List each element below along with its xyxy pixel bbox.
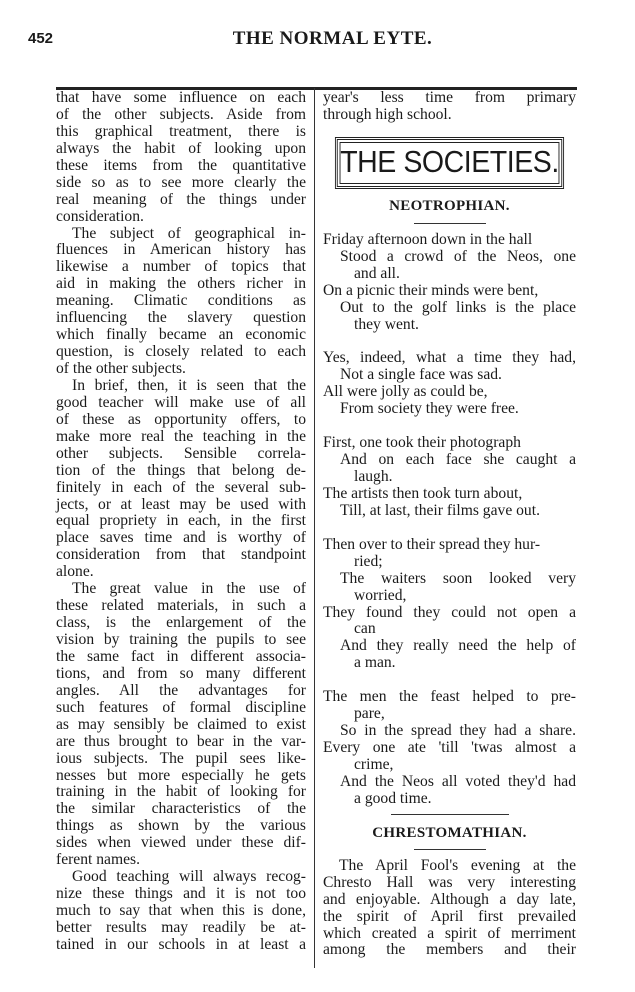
poem-line: The artists then took turn about,: [323, 484, 523, 502]
heading-rule: [414, 223, 486, 224]
poem-line: And they really need the help of: [340, 637, 576, 655]
paragraph: [56, 869, 306, 954]
text-line: the similar characteristics of the: [56, 800, 306, 818]
text-line: this graphical treatment, there is: [56, 122, 306, 140]
poem-line: Friday afternoon down in the hall: [323, 230, 533, 248]
poem-line: a good time.: [354, 789, 432, 807]
text-line: tions, and from so many different: [56, 664, 306, 682]
text-line: nize these things and it is not too: [56, 885, 306, 903]
text-line: real meaning of the things under: [56, 190, 306, 208]
poem-line: crime,: [354, 755, 394, 773]
text-line: much to say that when this is done,: [56, 902, 306, 919]
text-line: better results may readily be at-: [56, 918, 306, 936]
section-title: THE SOCIETIES.: [340, 144, 559, 180]
text-line: nesses but more especially he gets: [56, 766, 306, 784]
text-line: angles. All the advantages for: [56, 681, 306, 699]
poem-line: So in the spread they had a share.: [340, 722, 576, 740]
text-line: sides when viewed under these dif-: [56, 834, 306, 852]
paragraph: [56, 581, 306, 869]
text-line: of these as opportunity offers, to: [56, 410, 306, 428]
stanza: [323, 350, 576, 418]
text-line: are thus brought to bear in the var-: [56, 732, 306, 750]
text-line: Good teaching will always recog-: [72, 868, 306, 886]
text-line: influencing the slavery question: [56, 309, 306, 327]
text-line: tion of the things that belong de-: [56, 461, 306, 479]
text-line: always the habit of looking upon: [56, 139, 306, 157]
text-line: side so as to see more clearly the: [56, 173, 306, 191]
text-line: other subjects. Sensible correla-: [56, 444, 306, 462]
text-line: jects, or at least may be used with: [56, 495, 306, 513]
stanza-gap: [323, 334, 576, 351]
text-line: as may sensibly be claimed to exist: [56, 715, 306, 733]
page-number: 452: [28, 30, 54, 47]
poem-line: Then over to their spread they hur-: [323, 535, 541, 553]
section-title-box: [335, 137, 564, 189]
paragraph: [56, 378, 306, 581]
text-line: through high school.: [323, 105, 452, 123]
text-line: The subject of geographical in-: [72, 224, 306, 242]
poem-line: Every one ate 'till 'twas almost a: [323, 739, 576, 756]
running-title: THE NORMAL EYTE.: [232, 28, 433, 49]
text-line: that have some influence on each: [56, 89, 306, 106]
text-line: these items from the quantitative: [56, 156, 306, 174]
poem-line: On a picnic their minds were bent,: [323, 281, 539, 299]
paragraph: [323, 858, 576, 960]
poem-line: All were jolly as could be,: [323, 383, 488, 401]
text-line: vision by training the pupils to see: [56, 631, 306, 648]
text-line: consideration.: [56, 207, 144, 225]
text-line: ferent names.: [56, 851, 140, 869]
poem-line: and all.: [354, 264, 400, 282]
text-line: and enjoyable. Although a day late,: [323, 890, 576, 908]
poem-line: laugh.: [354, 468, 393, 485]
poem-line: And the Neos all voted they'd had: [340, 772, 576, 790]
text-line: The great value in the use of: [72, 580, 306, 598]
text-line: likewise a number of topics that: [56, 258, 306, 276]
text-line: place saves time and is worthy of: [56, 529, 306, 547]
poem-line: pare,: [354, 705, 385, 723]
stanza: [323, 435, 576, 520]
poem-line: From society they were free.: [340, 400, 519, 418]
text-line: the spirit of April first prevailed: [323, 907, 576, 925]
text-line: aid in making the others richer in: [56, 275, 306, 293]
poem-line: worried,: [354, 586, 407, 604]
text-line: among the members and their: [323, 941, 576, 959]
text-line: question, is closely related to each: [56, 343, 306, 361]
text-line: of the other subjects.: [56, 360, 186, 377]
text-line: of the other subjects. Aside from: [56, 105, 306, 123]
text-line: alone.: [56, 563, 94, 581]
paragraph: [323, 90, 576, 124]
left-column: [56, 90, 306, 954]
text-line: Chresto Hall was very interesting: [323, 873, 576, 891]
stanza: [323, 537, 576, 673]
paragraph: [56, 90, 306, 226]
text-line: tained in our schools in at least a: [56, 935, 306, 953]
poem-line: Not a single face was sad.: [340, 366, 502, 384]
poem-line: a man.: [354, 654, 396, 672]
poem-line: Yes, indeed, what a time they had,: [323, 349, 576, 367]
stanza-gap: [323, 672, 576, 689]
text-line: make more real the teaching in the: [56, 427, 306, 445]
text-line: which finally became an economic: [56, 326, 306, 344]
text-line: fluences in American history has: [56, 241, 306, 259]
heading-rule: [414, 849, 486, 850]
poem-line: can: [354, 620, 376, 638]
poem-line: The men the feast helped to pre-: [323, 688, 576, 706]
poem-line: they went.: [354, 315, 419, 333]
text-line: good teacher will make use of all: [56, 393, 306, 411]
poem-line: First, one took their photograph: [323, 434, 521, 452]
stanza: [323, 232, 576, 334]
stanza-gap: [323, 418, 576, 435]
neotrophian-poem: [323, 232, 576, 808]
carryover-paragraph: [323, 90, 576, 124]
text-line: class, is the enlargement of the: [56, 614, 306, 632]
text-line: consideration from that standpoint: [56, 546, 306, 564]
chrestomathian-paragraph: [323, 858, 576, 960]
poem-line: Out to the golf links is the place: [340, 298, 576, 316]
stanza-gap: [323, 520, 576, 537]
text-line: The April Fool's evening at the: [339, 856, 576, 874]
neotrophian-heading: NEOTROPHIAN.: [389, 197, 510, 214]
text-line: things as shown by the various: [56, 817, 306, 835]
poem-line: And on each face she caught a: [340, 451, 576, 469]
text-line: which created a spirit of merriment: [323, 924, 576, 942]
text-line: equal propriety in each, in the first: [56, 512, 306, 530]
poem-line: Stood a crowd of the Neos, one: [340, 247, 576, 265]
text-line: year's less time from primary: [323, 89, 576, 106]
poem-line: ried;: [354, 552, 383, 570]
text-line: these related materials, in such a: [56, 597, 306, 615]
poem-line: The waiters soon looked very: [340, 569, 576, 587]
text-line: ious subjects. The pupil sees like-: [56, 749, 306, 767]
text-line: In brief, then, it is seen that the: [72, 376, 306, 394]
text-line: such features of formal discipline: [56, 698, 306, 716]
text-line: training in the habit of looking for: [56, 783, 306, 801]
text-line: meaning. Climatic conditions as: [56, 292, 306, 310]
column-divider: [314, 88, 315, 968]
poem-line: Till, at last, their films gave out.: [340, 501, 540, 519]
text-line: the same fact in different associa-: [56, 647, 306, 665]
right-column: [323, 90, 576, 959]
section-rule: [391, 814, 509, 815]
chrestomathian-heading: CHRESTOMATHIAN.: [372, 824, 527, 841]
stanza: [323, 689, 576, 808]
paragraph: [56, 226, 306, 378]
text-line: finitely in each of the several sub-: [56, 478, 306, 496]
poem-line: They found they could not open a: [323, 603, 576, 621]
